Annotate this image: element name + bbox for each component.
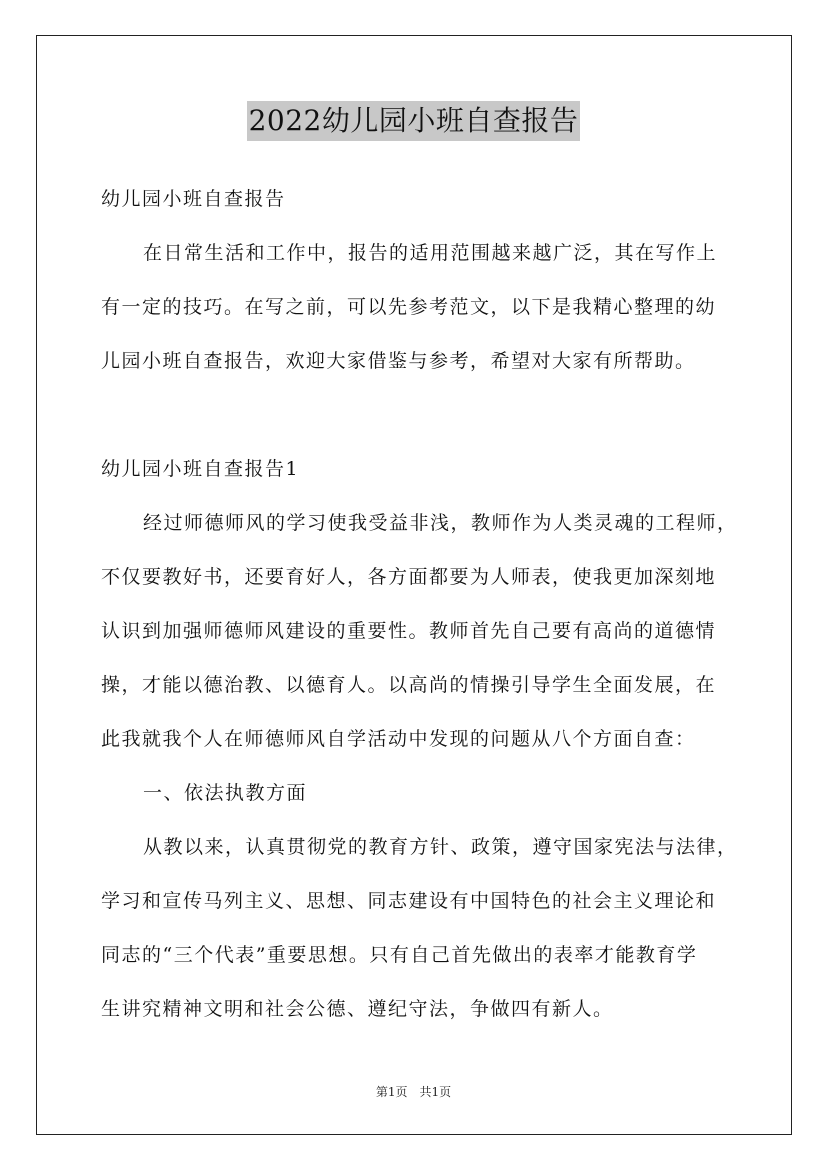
intro-line: 有一定的技巧。在写之前，可以先参考范文，以下是我精心整理的幼 <box>101 296 717 318</box>
section-heading: 一、依法执教方面 <box>143 782 308 804</box>
paragraph-line: 不仅要教好书，还要育好人，各方面都要为人师表，使我更加深刻地 <box>101 566 717 588</box>
paragraph-line: 学习和宣传马列主义、思想、同志建设有中国特色的社会主义理论和 <box>101 890 717 912</box>
paragraph-line: 从教以来，认真贯彻党的教育方针、政策，遵守国家宪法与法律， <box>143 836 738 858</box>
paragraph-line: 经过师德师风的学习使我受益非浅，教师作为人类灵魂的工程师， <box>143 512 738 534</box>
title-container <box>0 101 827 141</box>
paragraph-line: 操，才能以德治教、以德育人。以高尚的情操引导学生全面发展，在 <box>101 674 717 696</box>
blank-line <box>101 388 741 442</box>
document-title: 2022幼儿园小班自查报告 <box>247 101 581 141</box>
intro-line: 在日常生活和工作中，报告的适用范围越来越广泛，其在写作上 <box>143 242 718 264</box>
paragraph-line: 同志的“三个代表”重要思想。只有自己首先做出的表率才能教育学 <box>101 944 698 966</box>
paragraph-line: 此我就我个人在师德师风自学活动中发现的问题从八个方面自查： <box>101 728 696 750</box>
page-footer: 第1页 共1页 <box>375 1085 452 1099</box>
paragraph-line: 认识到加强师德师风建设的重要性。教师首先自己要有高尚的道德情 <box>101 620 717 642</box>
intro-line: 儿园小班自查报告，欢迎大家借鉴与参考，希望对大家有所帮助。 <box>101 350 696 372</box>
section-title: 幼儿园小班自查报告1 <box>101 458 300 480</box>
paragraph-line: 生讲究精神文明和社会公德、遵纪守法，争做四有新人。 <box>101 998 614 1020</box>
document-body <box>101 172 741 1036</box>
subtitle: 幼儿园小班自查报告 <box>101 188 286 210</box>
